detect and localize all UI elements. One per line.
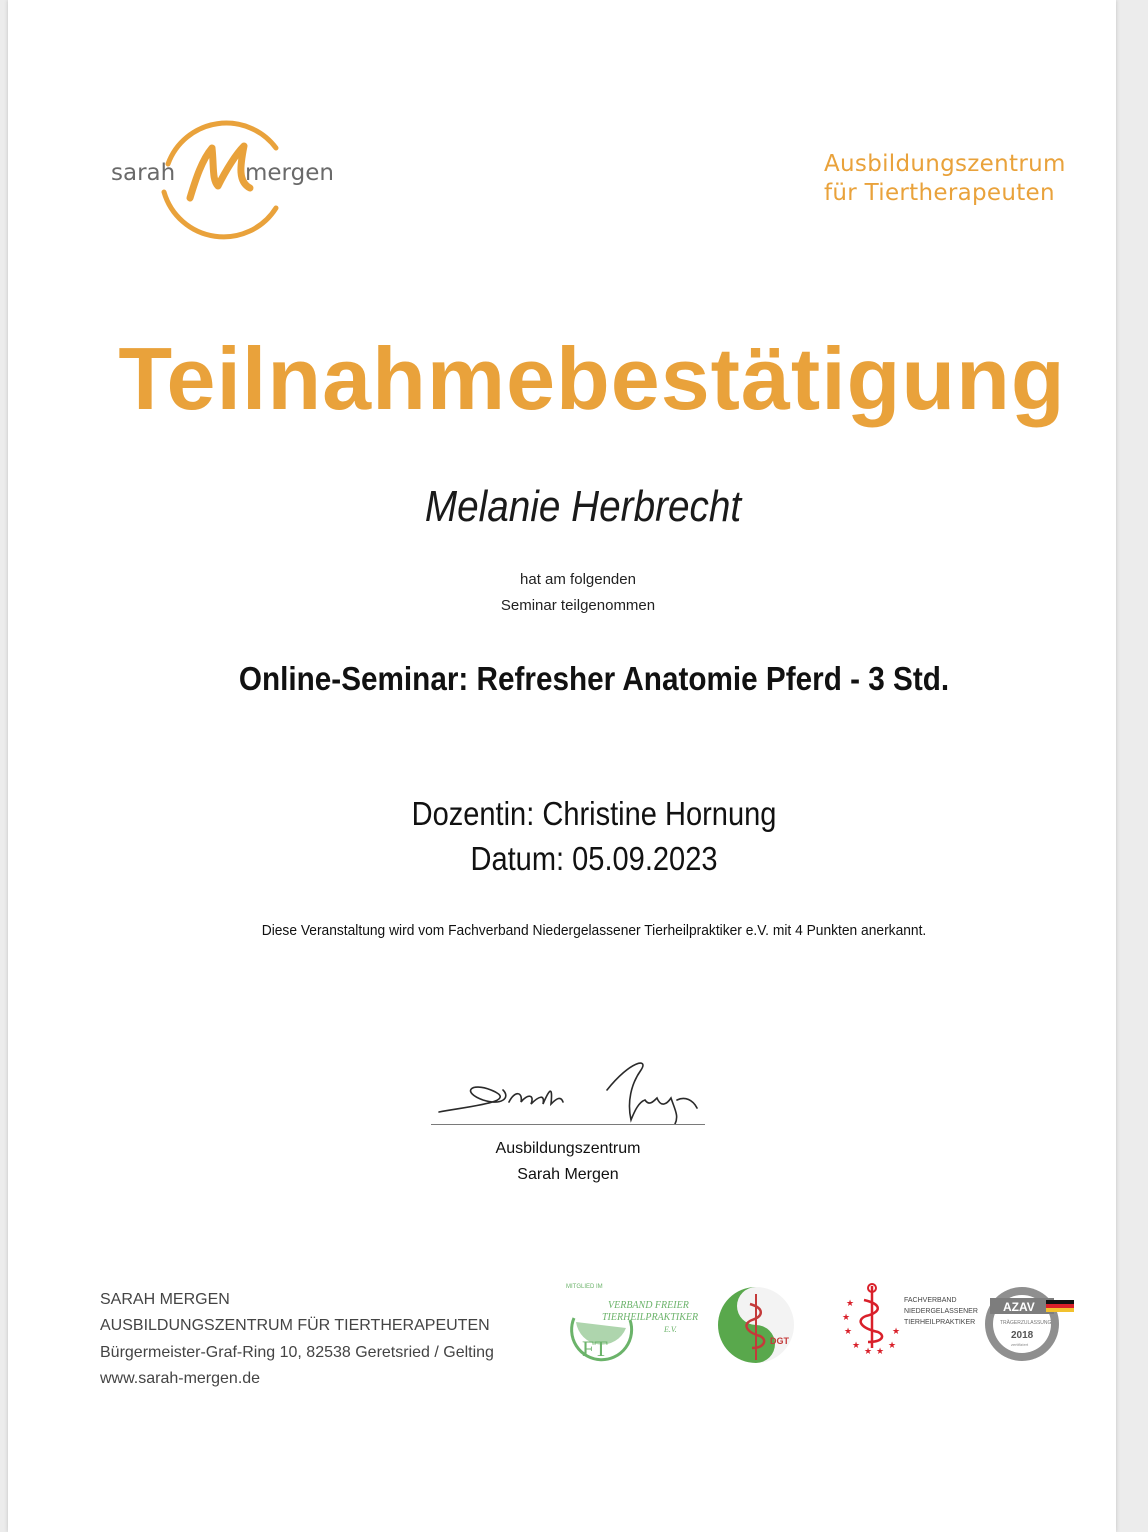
dgt-label: DGT [770,1336,789,1346]
vft-top-text: MITGLIED IM [566,1284,603,1290]
seminar-title: Online-Seminar: Refresher Anatomie Pferd - 3 Std. [238,660,950,697]
svg-text:★: ★ [844,1327,853,1337]
footer-address: Bürgermeister-Graf-Ring 10, 82538 Geretsried / Gelting [100,1344,494,1361]
intro-line-2: Seminar teilgenommen [500,597,656,614]
certificate-page [8,0,1116,1532]
seminar-date: Datum: 05.09.2023 [470,840,718,877]
certificate-title: Teilnahmebestätigung [118,329,1066,428]
participant-name: Melanie Herbrecht [424,482,742,531]
intro-line-1: hat am folgenden [520,571,636,588]
footer-subtitle: AUSBILDUNGSZENTRUM FÜR TIERTHERAPEUTEN [100,1317,490,1334]
svg-text:★: ★ [842,1313,851,1323]
tagline-line-2: für Tiertherapeuten [824,180,1055,206]
azav-title: AZAV [1003,1300,1035,1314]
azav-note: zertifiziert [1011,1342,1029,1347]
svg-text:★: ★ [876,1347,885,1357]
vft-name-line-1: VERBAND FREIER [608,1300,689,1311]
svg-text:★: ★ [846,1299,855,1309]
logo-word-left: sarah [111,160,176,186]
fnt-line-1: FACHVERBAND [904,1297,957,1304]
azav-subtitle: TRÄGERZULASSUNG [1000,1320,1052,1326]
svg-text:★: ★ [864,1347,873,1357]
vft-name-line-2: TIERHEILPRAKTIKER [602,1312,699,1323]
vft-suffix: E.V. [664,1325,677,1334]
svg-text:★: ★ [888,1341,897,1351]
lecturer: Dozentin: Christine Hornung [411,795,777,832]
signature-caption-line-1: Ausbildungszentrum [495,1140,641,1157]
recognition-note: Diese Veranstaltung wird vom Fachverband Niedergelassener Tierheilpraktiker e.V. mit 4 Punkten anerkannt. [261,922,927,939]
fnt-badge [836,1278,978,1362]
azav-year: 2018 [1011,1330,1034,1341]
footer-website[interactable]: www.sarah-mergen.de [100,1370,261,1387]
fnt-line-3: TIERHEILPRAKTIKER [904,1319,976,1326]
logo-word-right: mergen [245,160,334,186]
svg-text:★: ★ [852,1341,861,1351]
azav-badge [984,1284,1080,1364]
tagline-line-1: Ausbildungszentrum [824,151,1066,177]
signature-line [431,1124,705,1125]
signature-caption-line-2: Sarah Mergen [517,1166,619,1183]
svg-text:★: ★ [892,1327,901,1337]
header-tagline [824,150,1066,208]
vft-membership-badge [564,1278,699,1370]
footer-company: SARAH MERGEN [100,1291,230,1308]
signature-handwriting [431,1050,721,1130]
dgt-badge [716,1282,808,1368]
vft-mark: FT [582,1336,608,1361]
fnt-line-2: NIEDERGELASSENER [904,1308,978,1315]
